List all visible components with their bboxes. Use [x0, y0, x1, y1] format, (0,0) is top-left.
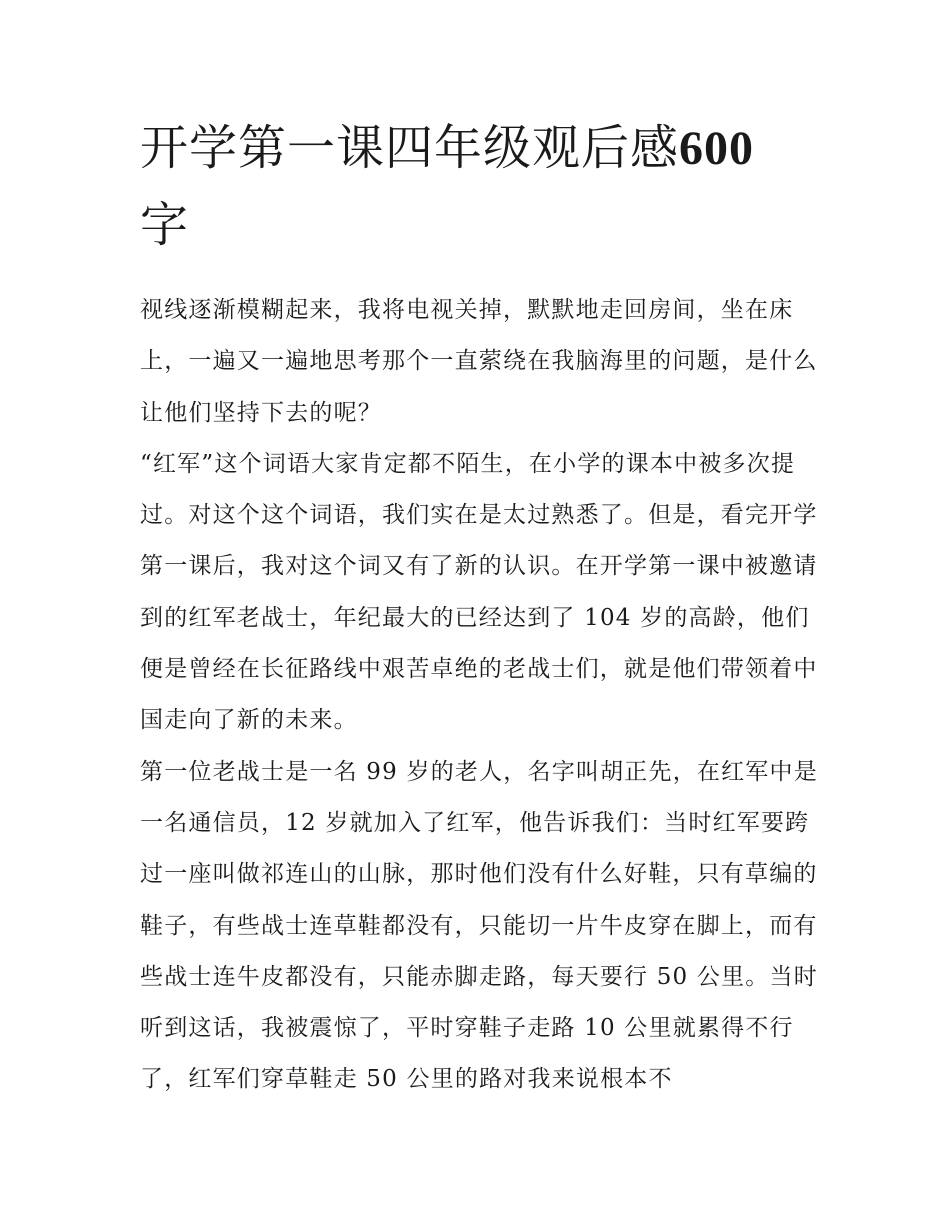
paragraph-1: 视线逐渐模糊起来，我将电视关掉，默默地走回房间，坐在床上，一遍又一遍地思考那个一直萦绕在我脑海里的问题，是什么让他们坚持下去的呢？ — [140, 297, 818, 426]
title-tail: 字 — [140, 197, 190, 253]
title-number: 600 — [679, 122, 755, 175]
document-title — [140, 110, 820, 263]
paragraph-3: 第一位老战士是一名 99 岁的老人，名字叫胡正先，在红军中是一名通信员，12 岁就加入了红军，他告诉我们：当时红军要跨过一座叫做祁连山的山脉，那时他们没有什么好鞋，只有草编的鞋子，有些战士连草鞋都没有，只能切一片牛皮穿在脚上，而有些战士连牛皮都没有，只能赤脚走路，每天要行 50 公里。当时听到这话，我被震惊了，平时穿鞋子走路 10 公里就累得不行了，红军们穿草鞋走 50 公里的路对我来说根本不 — [140, 758, 818, 1093]
document-page — [140, 110, 820, 1106]
title-text: 开学第一课四年级观后感 — [140, 120, 680, 176]
document-body — [140, 285, 820, 1106]
paragraph-2: “红军”这个词语大家肯定都不陌生，在小学的课本中被多次提过。对这个这个词语，我们实在是太过熟悉了。但是，看完开学第一课后，我对这个词又有了新的认识。在开学第一课中被邀请到的红军老战士，年纪最大的已经达到了 104 岁的高龄，他们便是曾经在长征路线中艰苦卓绝的老战士们，就是他们带领着中国走向了新的未来。 — [140, 450, 818, 734]
